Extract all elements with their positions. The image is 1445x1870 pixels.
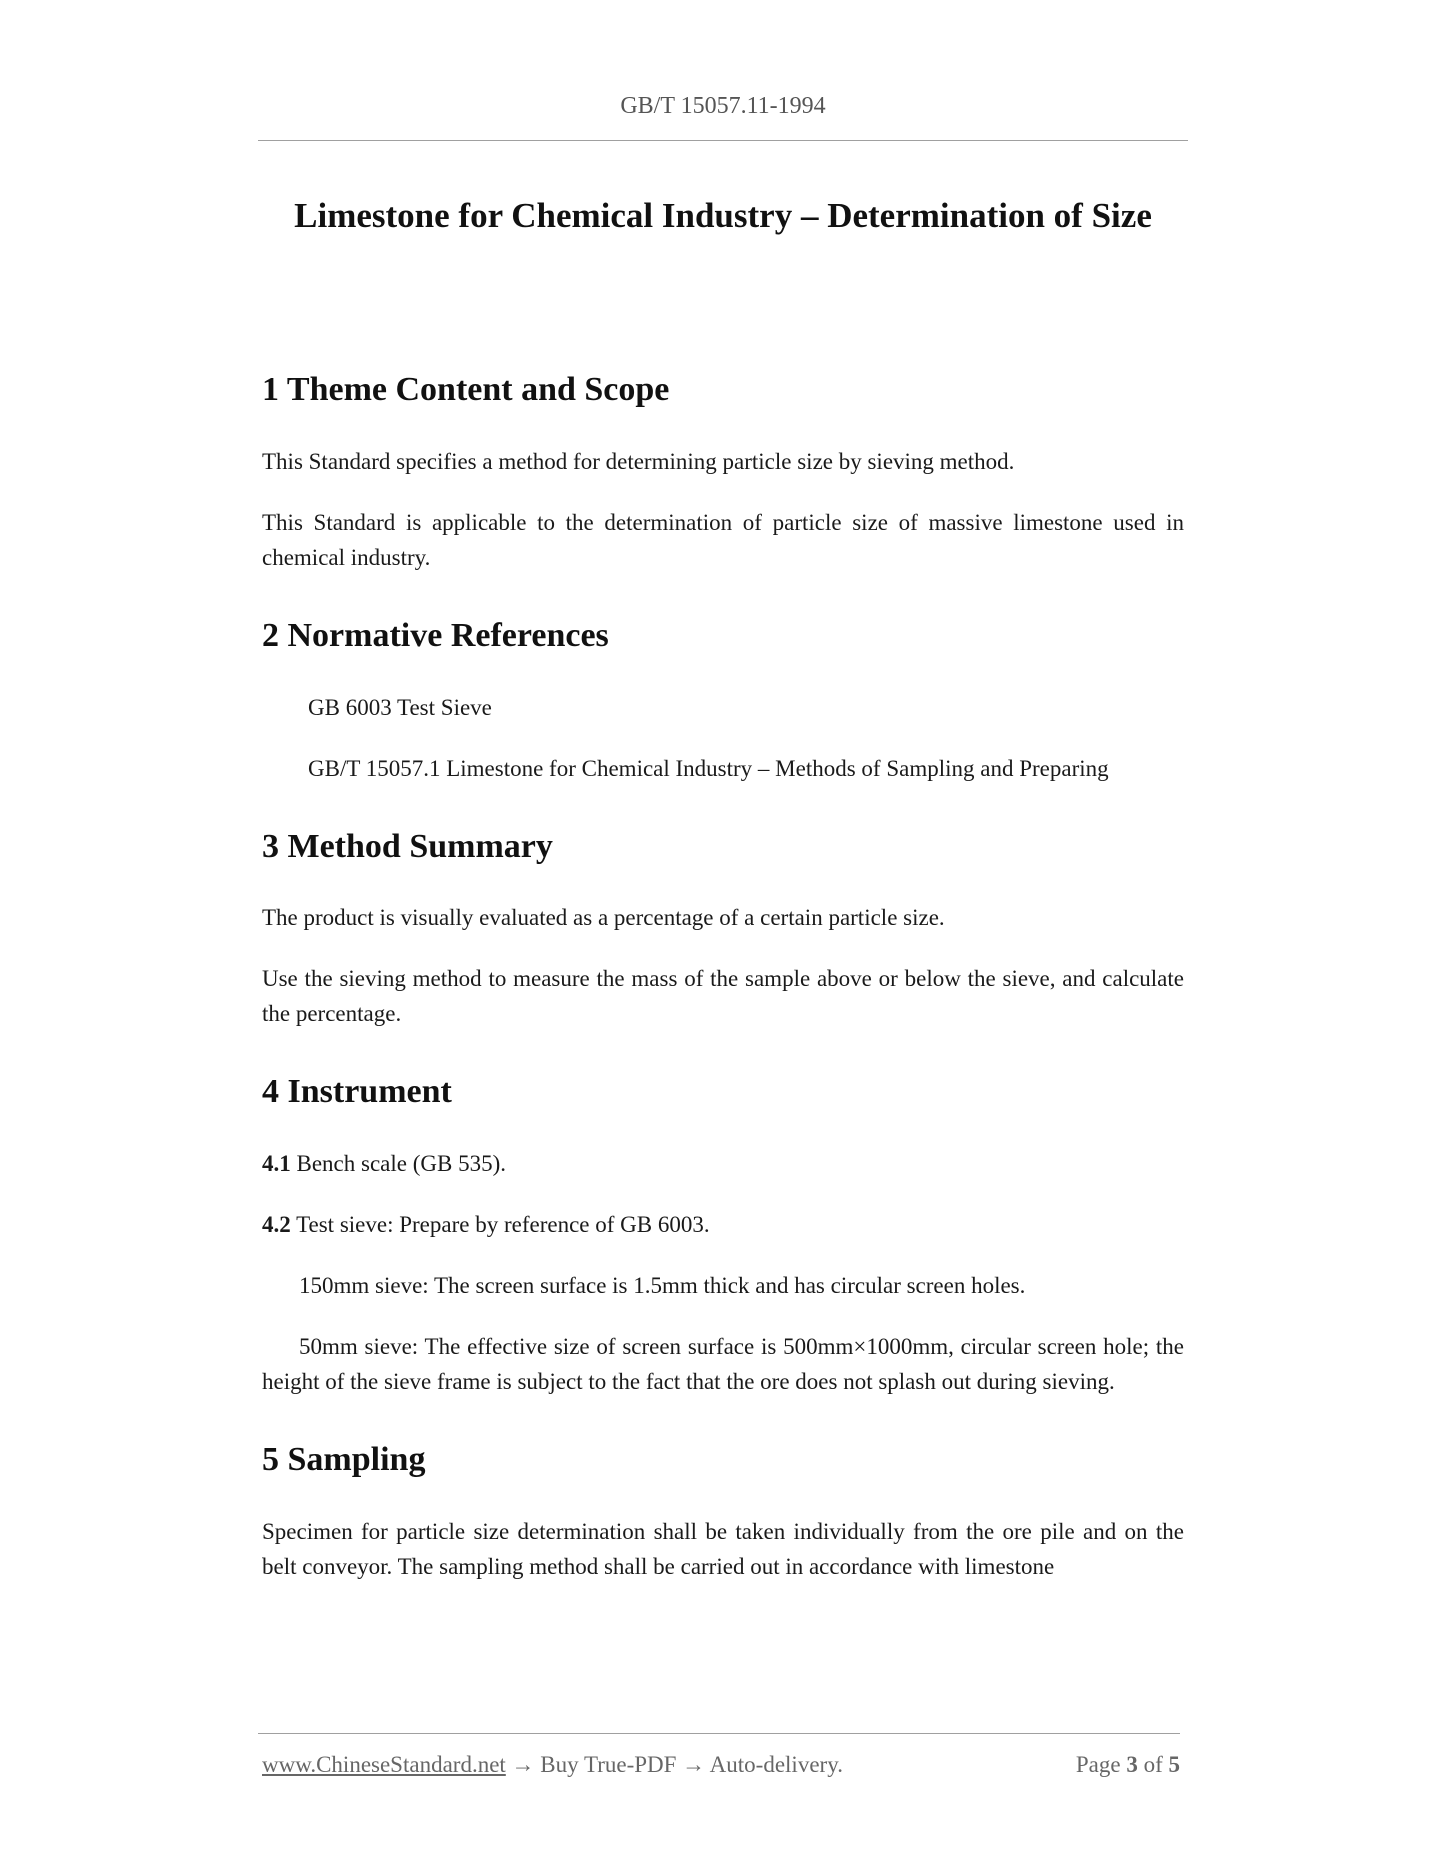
section-heading-instrument: 4 Instrument bbox=[262, 1073, 452, 1111]
item-text: Bench scale (GB 535). bbox=[290, 1151, 506, 1177]
footer-divider bbox=[258, 1733, 1180, 1734]
chinesestandard-link[interactable]: www.ChineseStandard.net bbox=[262, 1752, 506, 1777]
instrument-50mm-sieve: 50mm sieve: The effective size of screen surface is 500mm×1000mm, circular screen hole; the height of the sieve frame is subject to the fact that the ore does not splash out during sieving. bbox=[262, 1334, 1184, 1395]
footer-delivery-text: Auto-delivery. bbox=[709, 1752, 843, 1777]
instrument-item-4-2 bbox=[262, 1207, 1184, 1242]
sampling-paragraph-1: Specimen for particle size determination shall be taken individually from the ore pile and on the belt conveyor. The sampling method shall be carried out in accordance with limestone bbox=[262, 1518, 1184, 1579]
instrument-150mm-sieve: 150mm sieve: The screen surface is 1.5mm thick and has circular screen holes. bbox=[299, 1273, 1026, 1299]
scope-paragraph-2: This Standard is applicable to the determination of particle size of massive limestone used in chemical industry. bbox=[262, 509, 1184, 570]
document-title: Limestone for Chemical Industry – Determination of Size bbox=[294, 196, 1152, 235]
page-header: GB/T 15057.11-1994 bbox=[620, 93, 826, 119]
page-number bbox=[1076, 1752, 1180, 1778]
header-divider bbox=[258, 140, 1188, 141]
instrument-item-4-1 bbox=[262, 1146, 1184, 1181]
scope-paragraph-1: This Standard specifies a method for determining particle size by sieving method. bbox=[262, 448, 1015, 474]
page-current: 3 bbox=[1126, 1752, 1138, 1777]
document-body bbox=[262, 370, 1184, 1584]
item-number: 4.2 bbox=[262, 1212, 291, 1238]
footer-promo bbox=[262, 1752, 843, 1778]
section-heading-sampling: 5 Sampling bbox=[262, 1441, 426, 1479]
section-heading-references: 2 Normative References bbox=[262, 616, 609, 654]
page-total: 5 bbox=[1168, 1752, 1180, 1777]
section-heading-scope: 1 Theme Content and Scope bbox=[262, 371, 670, 408]
reference-item-gb6003: GB 6003 Test Sieve bbox=[308, 694, 492, 720]
item-number: 4.1 bbox=[262, 1151, 291, 1177]
method-summary-paragraph-1: The product is visually evaluated as a percentage of a certain particle size. bbox=[262, 905, 945, 931]
reference-item-gbt15057-1: GB/T 15057.1 Limestone for Chemical Industry – Methods of Sampling and Preparing bbox=[308, 755, 1109, 781]
method-summary-paragraph-2: Use the sieving method to measure the mass of the sample above or below the sieve, and calculate the percentage. bbox=[262, 966, 1184, 1027]
page-label: Page bbox=[1075, 1752, 1127, 1777]
section-heading-method-summary: 3 Method Summary bbox=[262, 827, 553, 865]
page-of-label: of bbox=[1137, 1752, 1169, 1777]
footer-buy-text: → Buy True-PDF → bbox=[505, 1752, 710, 1777]
page-footer bbox=[262, 1752, 1180, 1778]
item-text: Test sieve: Prepare by reference of GB 6003. bbox=[290, 1212, 710, 1238]
